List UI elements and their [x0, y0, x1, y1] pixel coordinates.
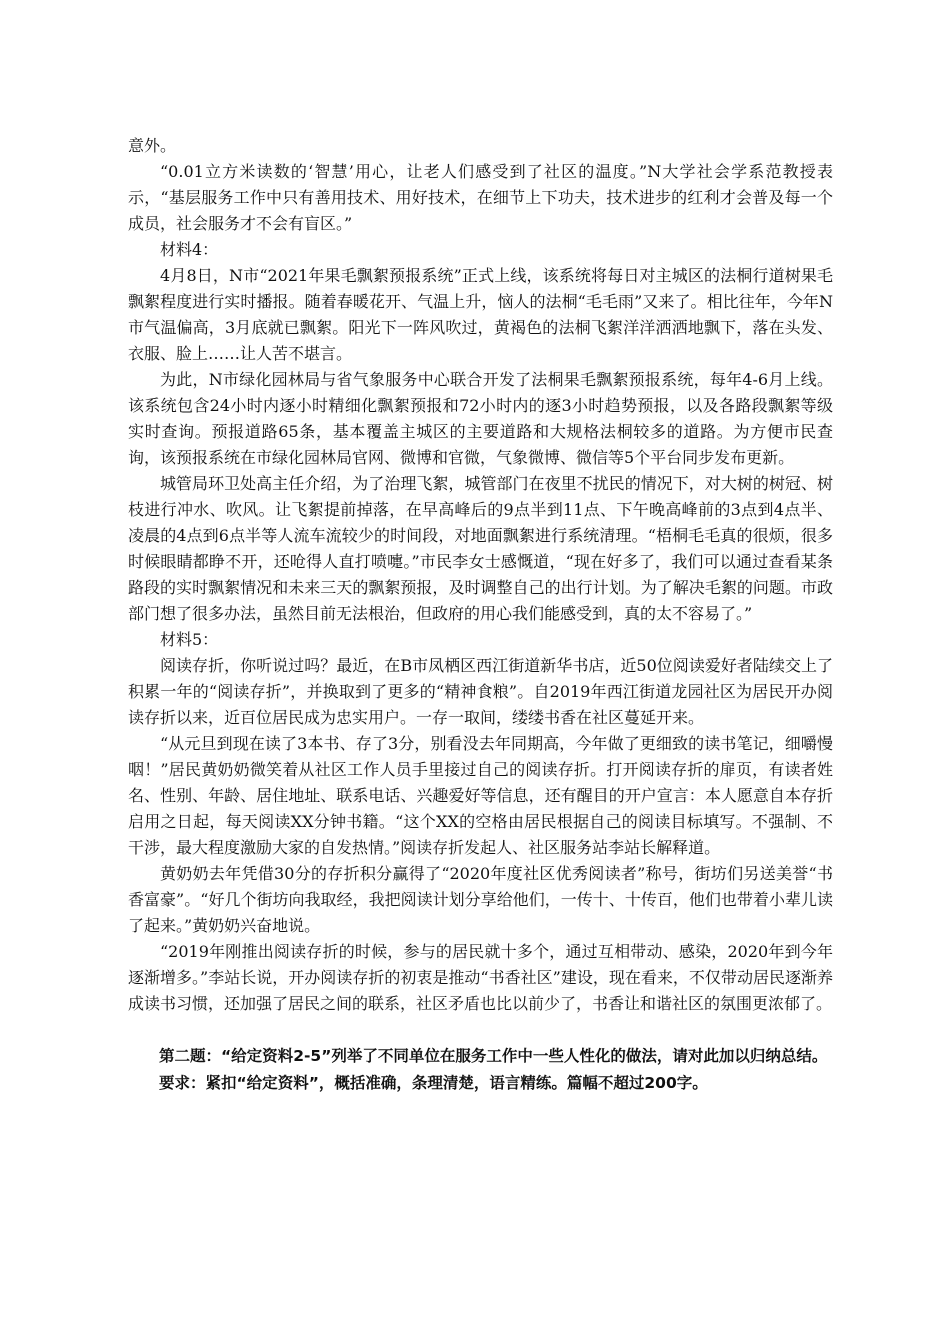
document-page: [128, 133, 833, 1097]
question-prompt: 第二题：“给定资料2-5”列举了不同单位在服务工作中一些人性化的做法，请对此加以归纳总结。: [159, 1047, 828, 1065]
paragraph-urban-management: 城管局环卫处高主任介绍，为了治理飞絮，城管部门在夜里不扰民的情况下，对大树的树冠、树枝进行冲水、吹风。让飞絮提前掉落，在早高峰后的9点半到11点、下午晚高峰前的3点到4点半、凌晨的4点到6点半等人流车流较少的时间段，对地面飘絮进行系统清理。“梧桐毛毛真的很烦，很多时候眼睛都睁不开，还呛得人直打喷嚏。”市民李女士感慨道，“现在好多了，我们可以通过查看某条路段的实时飘絮情况和未来三天的飘絮预报，及时调整自己的出行计划。为了解决毛絮的问题。市政部门想了很多办法，虽然目前无法根治，但政府的用心我们能感受到，真的太不容易了。”: [128, 474, 833, 623]
material-4-heading: 材料4：: [160, 240, 219, 259]
paragraph-grandma-huang: “从元旦到现在读了3本书、存了3分，别看没去年同期高，今年做了更细致的读书笔记，细嚼慢咽！”居民黄奶奶微笑着从社区工作人员手里接过自己的阅读存折。打开阅读存折的扉页，有读者姓名、性别、年龄、居住地址、联系电话、兴趣爱好等信息，还有醒目的开户宣言：本人愿意自本存折启用之日起，每天阅读XX分钟书籍。“这个XX的空格由居民根据自己的阅读目标填写。不强制、不干涉，最大程度激励大家的自发热情。”阅读存折发起人、社区服务站李站长解释道。: [128, 734, 833, 857]
question-requirement: 要求：紧扣“给定资料”，概括准确，条理清楚，语言精练。篇幅不超过200字。: [159, 1074, 708, 1092]
paragraph-professor-quote: “0.01立方米读数的‘智慧’用心，让老人们感受到了社区的温度。”N大学社会学系范教授表示，“基层服务工作中只有善用技术、用好技术，在细节上下功夫，技术进步的红利才会普及每一个成员，社会服务才不会有盲区。”: [128, 162, 833, 233]
paragraph-continuation: 意外。: [128, 136, 177, 155]
paragraph-forecast-system: 为此，N市绿化园林局与省气象服务中心联合开发了法桐果毛飘絮预报系统，每年4-6月上线。该系统包含24小时内逐小时精细化飘絮预报和72小时内的逐3小时趋势预报，以及各路段飘絮等级实时查询。预报道路65条，基本覆盖主城区的主要道路和大规格法桐较多的道路。为方便市民查询，该预报系统在市绿化园林局官网、微博和官微，气象微博、微信等5个平台同步发布更新。: [128, 370, 833, 467]
paragraph-material-4-intro: 4月8日，N市“2021年果毛飘絮预报系统”正式上线，该系统将每日对主城区的法桐行道树果毛飘絮程度进行实时播报。随着春暖花开、气温上升，恼人的法桐“毛毛雨”又来了。相比往年，今年N市气温偏高，3月底就已飘絮。阳光下一阵风吹过，黄褐色的法桐飞絮洋洋洒洒地飘下，落在头发、衣服、脸上……让人苦不堪言。: [128, 266, 833, 363]
material-5-heading: 材料5：: [160, 630, 219, 649]
paragraph-reading-passbook-intro: 阅读存折，你听说过吗？最近，在B市凤栖区西江街道新华书店，近50位阅读爱好者陆续交上了积累一年的“阅读存折”，并换取到了更多的“精神食粮”。自2019年西江街道龙园社区为居民开办阅读存折以来，近百位居民成为忠实用户。一存一取间，缕缕书香在社区蔓延开来。: [128, 656, 833, 727]
paragraph-reading-award: 黄奶奶去年凭借30分的存折积分赢得了“2020年度社区优秀阅读者”称号，街坊们另送美誉“书香富豪”。“好几个街坊向我取经，我把阅读计划分享给他们，一传十、十传百，他们也带着小辈儿读了起来。”黄奶奶兴奋地说。: [128, 864, 833, 935]
section-spacer: [128, 1017, 833, 1043]
paragraph-station-chief: “2019年刚推出阅读存折的时候，参与的居民就十多个，通过互相带动、感染，2020年到今年逐渐增多。”李站长说，开办阅读存折的初衷是推动“书香社区”建设，现在看来，不仅带动居民逐渐养成读书习惯，还加强了居民之间的联系，社区矛盾也比以前少了，书香让和谐社区的氛围更浓郁了。: [128, 942, 833, 1013]
